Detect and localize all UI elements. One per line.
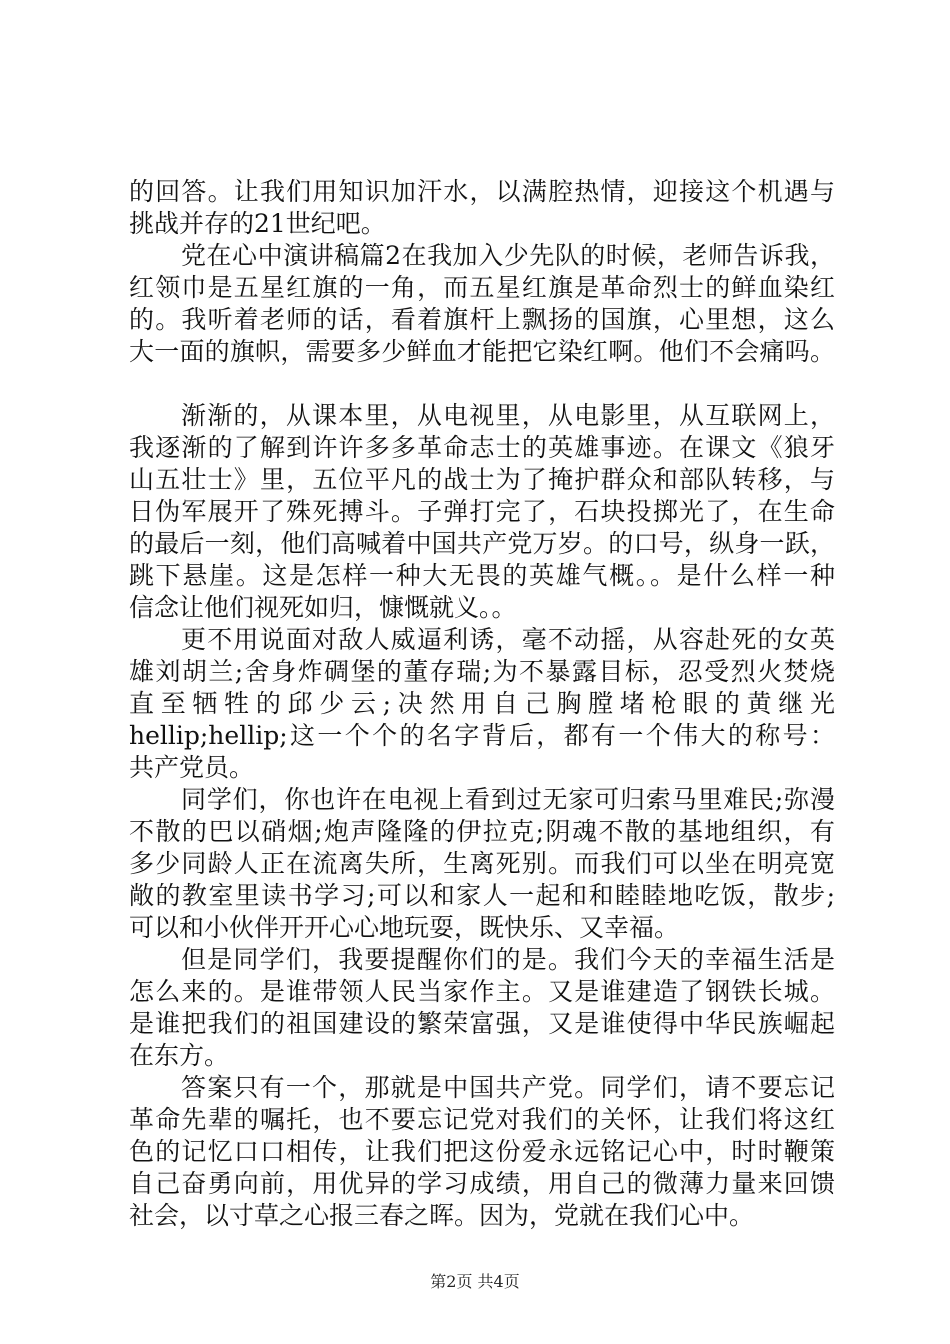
text-line: 可以和小伙伴开开心心地玩耍，既快乐、又幸福。 <box>129 913 680 942</box>
document-body <box>129 176 835 1232</box>
text-line: 色的记忆口口相传，让我们把这份爱永远铭记心中，时时鞭策 <box>129 1137 835 1166</box>
text-line: 社会，以寸草之心报三春之晖。因为，党就在我们心中。 <box>129 1201 755 1230</box>
text-line: 的最后一刻，他们高喊着中国共产党万岁。的口号，纵身一跃， <box>129 529 835 558</box>
text-line: 不散的巴以硝烟;炮声隆隆的伊拉克;阴魂不散的基地组织，有 <box>129 817 835 846</box>
text-line: 信念让他们视死如归，慷慨就义。。 <box>129 593 517 622</box>
text-line: 多少同龄人正在流离失所，生离死别。而我们可以坐在明亮宽 <box>129 849 835 878</box>
text-line: 怎么来的。是谁带领人民当家作主。又是谁建造了钢铁长城。 <box>129 977 835 1006</box>
paragraph <box>129 176 835 240</box>
text-line: 答案只有一个，那就是中国共产党。同学们，请不要忘记 <box>181 1073 835 1102</box>
paragraph <box>129 944 835 1072</box>
text-line: 是谁把我们的祖国建设的繁荣富强，又是谁使得中华民族崛起 <box>129 1009 835 1038</box>
text-line: 的。我听着老师的话，看着旗杆上飘扬的国旗，心里想，这么 <box>129 305 835 334</box>
text-line: 渐渐的，从课本里，从电视里，从电影里，从互联网上， <box>181 401 835 430</box>
paragraph <box>129 240 835 368</box>
paragraph <box>129 400 835 624</box>
paragraph <box>129 784 835 944</box>
text-line: 同学们，你也许在电视上看到过无家可归索马里难民;弥漫 <box>181 785 835 814</box>
text-line: 党在心中演讲稿篇2在我加入少先队的时候，老师告诉我， <box>181 241 835 270</box>
paragraph <box>129 624 835 784</box>
text-line: 在东方。 <box>129 1041 230 1070</box>
text-line: 日伪军展开了殊死搏斗。子弹打完了，石块投掷光了，在生命 <box>129 497 835 526</box>
text-line: 红领巾是五星红旗的一角，而五星红旗是革命烈士的鲜血染红 <box>129 273 835 302</box>
text-line: 山五壮士》里，五位平凡的战士为了掩护群众和部队转移，与 <box>129 465 835 494</box>
text-line: 雄刘胡兰;舍身炸碉堡的董存瑞;为不暴露目标，忍受烈火焚烧 <box>129 657 835 686</box>
text-line: 挑战并存的21世纪吧。 <box>129 209 386 238</box>
paragraph <box>129 1072 835 1232</box>
text-line: 但是同学们，我要提醒你们的是。我们今天的幸福生活是 <box>181 945 835 974</box>
paragraph-gap <box>129 368 835 400</box>
text-line: 敞的教室里读书学习;可以和家人一起和和睦睦地吃饭，散步; <box>129 881 835 910</box>
text-line: 自己奋勇向前，用优异的学习成绩，用自己的微薄力量来回馈 <box>129 1169 835 1198</box>
text-line: 的回答。让我们用知识加汗水，以满腔热情，迎接这个机遇与 <box>129 177 835 206</box>
text-line: 我逐渐的了解到许许多多革命志士的英雄事迹。在课文《狼牙 <box>129 433 835 462</box>
text-line: hellip;hellip;这一个个的名字背后，都有一个伟大的称号： <box>129 721 835 750</box>
text-line: 更不用说面对敌人威逼利诱，毫不动摇，从容赴死的女英 <box>181 625 835 654</box>
text-line: 共产党员。 <box>129 753 255 782</box>
page-number-footer: 第2页 共4页 <box>430 1272 520 1291</box>
text-line: 跳下悬崖。这是怎样一种大无畏的英雄气概。。是什么样一种 <box>129 561 835 590</box>
text-line: 直至牺牲的邱少云;决然用自己胸膛堵枪眼的黄继光 <box>129 689 835 718</box>
text-line: 革命先辈的嘱托，也不要忘记党对我们的关怀，让我们将这红 <box>129 1105 835 1134</box>
text-line: 大一面的旗帜，需要多少鲜血才能把它染红啊。他们不会痛吗。 <box>129 337 835 366</box>
